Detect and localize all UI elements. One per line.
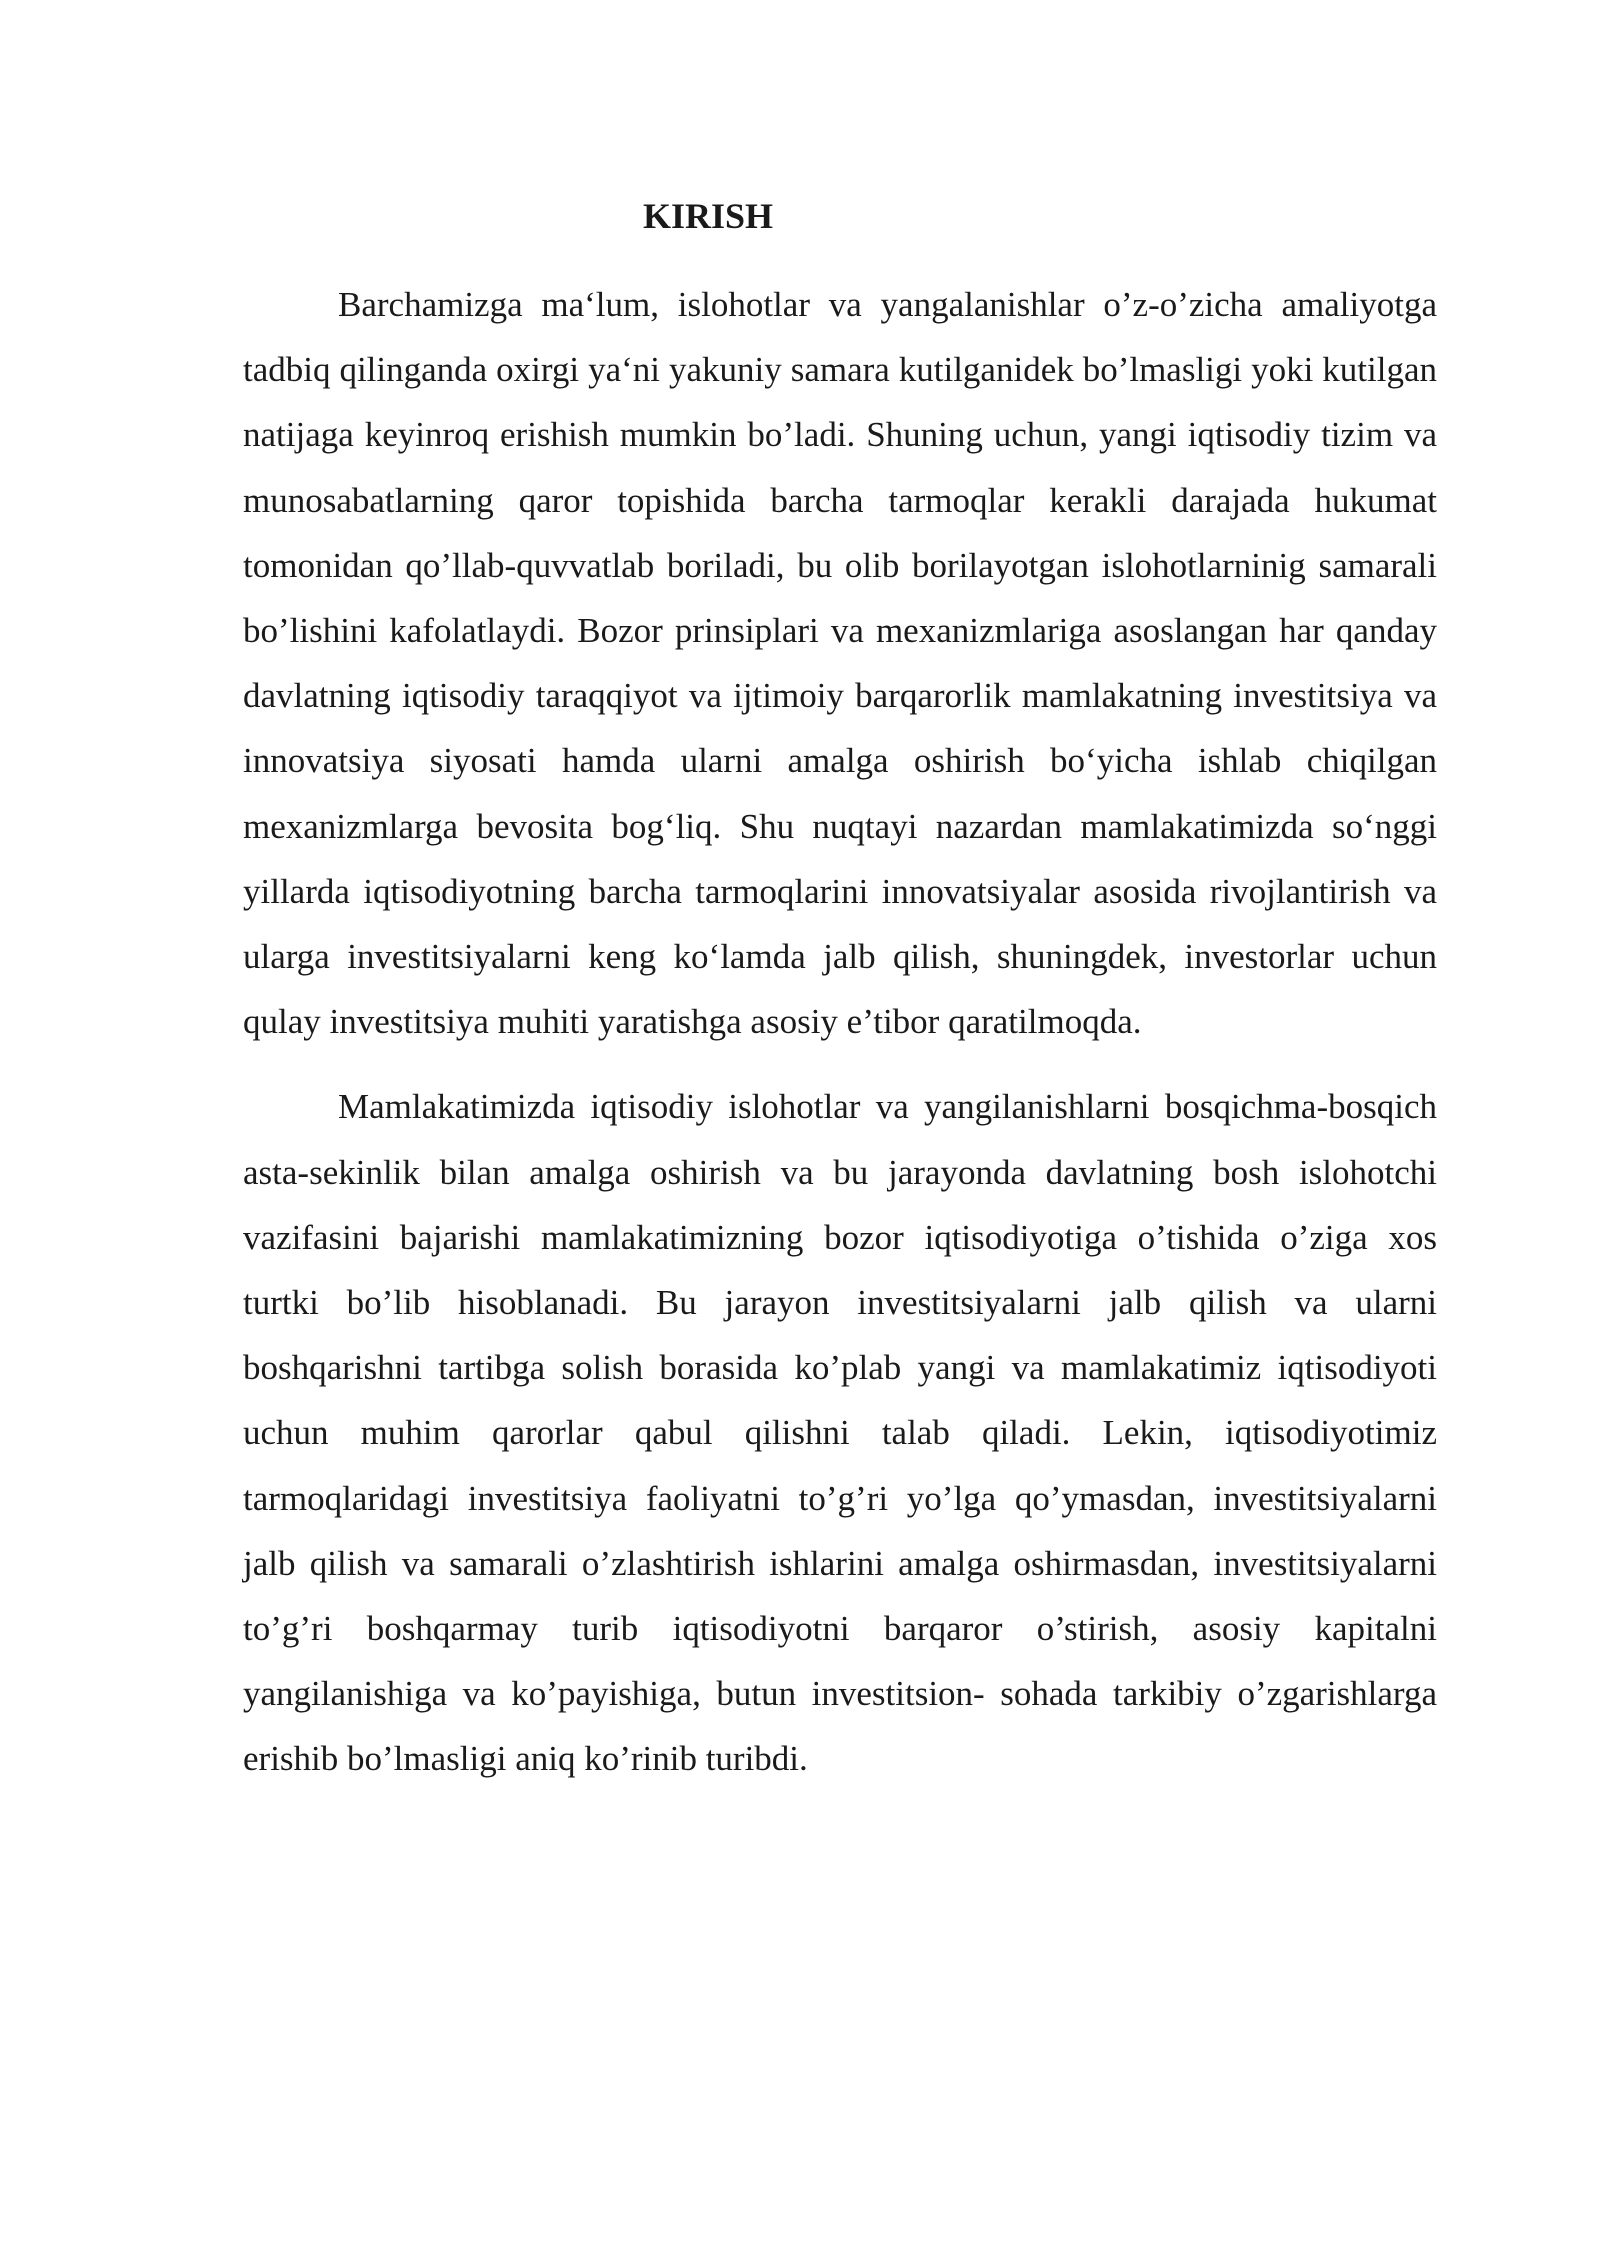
page-title: KIRISH (643, 196, 774, 236)
paragraph-1: Barchamizga ma‘lum, islohotlar va yangalanishlar o’z-o’zicha amaliyotga tadbiq qilinganda oxirgi ya‘ni yakuniy samara kutilganidek bo’lmasligi yoki kutilgan natijaga keyinroq erishish mumkin bo’ladi. Shuning uchun, yangi iqtisodiy tizim va munosabatlarning qaror topishida barcha tarmoqlar kerakli darajada hukumat tomonidan qo’llab-quvvatlab boriladi, bu olib borilayotgan islohotlarninig samarali bo’lishini kafolatlaydi. Bozor prinsiplari va mexanizmlariga asoslangan har qanday davlatning iqtisodiy taraqqiyot va ijtimoiy barqarorlik mamlakatning investitsiya va innovatsiya siyosati hamda ularni amalga oshirish bo‘yicha ishlab chiqilgan mexanizmlarga bevosita bog‘liq. Shu nuqtayi nazardan mamlakatimizda so‘nggi yillarda iqtisodiyotning barcha tarmoqlarini innovatsiyalar asosida rivojlantirish va ularga investitsiyalarni keng ko‘lamda jalb qilish, shuningdek, investorlar uchun qulay investitsiya muhiti yaratishga asosiy e’tibor qaratilmoqda. (243, 285, 1437, 1042)
document-body (243, 190, 1437, 1792)
paragraph-2: Mamlakatimizda iqtisodiy islohotlar va yangilanishlarni bosqichma-bosqich asta-sekinlik bilan amalga oshirish va bu jarayonda davlatning bosh islohotchi vazifasini bajarishi mamlakatimizning bozor iqtisodiyotiga o’tishida o’ziga xos turtki bo’lib hisoblanadi. Bu jarayon investitsiyalarni jalb qilish va ularni boshqarishni tartibga solish borasida ko’plab yangi va mamlakatimiz iqtisodiyoti uchun muhim qarorlar qabul qilishni talab qiladi. Lekin, iqtisodiyotimiz tarmoqlaridagi investitsiya faoliyatni to’g’ri yo’lga qo’ymasdan, investitsiyalarni jalb qilish va samarali o’zlashtirish ishlarini amalga oshirmasdan, investitsiyalarni to’g’ri boshqarmay turib iqtisodiyotni barqaror o’stirish, asosiy kapitalni yangilanishiga va ko’payishiga, butun investitsion- sohada tarkibiy o’zgarishlarga erishib bo’lmasligi aniq ko’rinib turibdi. (243, 1087, 1437, 1779)
